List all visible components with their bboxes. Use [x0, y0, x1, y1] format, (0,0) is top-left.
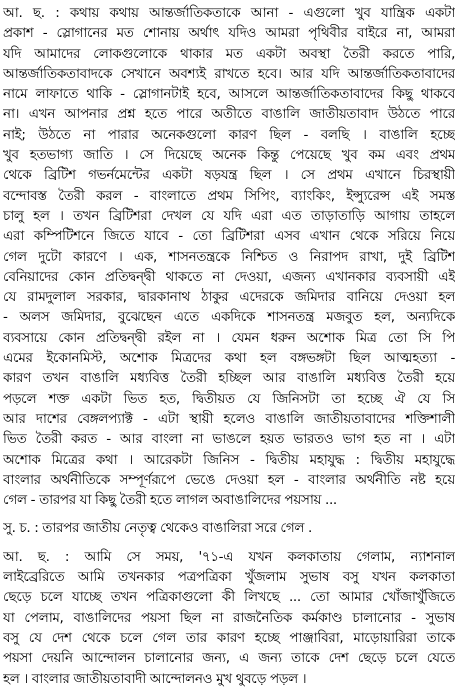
text-line: পড়লে শক্ত একটা ভিত হত, দ্বিতীয়ত যে জিনিসটা তা হচ্ছে ঐ যে সি [3, 390, 455, 407]
text-line: হল । বাংলার জাতীয়তাবাদী আন্দোলনও মুখ থুবড়ে পড়ল । [3, 670, 307, 687]
text-line: বাংলার অর্থনীতিকে সম্পূর্ণরূপে ভেঙে দেওয়া হল - বাংলার অর্থনীতি নষ্ট হয়ে [3, 471, 455, 488]
text-line: নাই; উঠতে না পারার অনেকগুলো কারণ ছিল - বলছি । বাঙালি হচ্ছে [3, 126, 455, 143]
text-line: প্রকাশ - স্লোগানের মত শোনায় অর্থাৎ যদিও আমরা পৃথিবীর বাইরে না, আমরা [3, 25, 455, 42]
text-line: থেকে ব্রিটিশ গভর্নমেন্টের একটা ষড়যন্ত্র ছিল । সে প্রথম এখানে চিরস্থায়ী [3, 167, 455, 184]
text-line: চালু হল । তখন ব্রিটিশরা দেখল যে যদি এরা এত তাড়াতাড়ি আগায় তাহলে [3, 207, 455, 224]
text-line: নামে লাফাতে থাকি - স্লোগানটাই হবে, আসলে আন্তর্জাতিকতাবাদের কিছু থাকবে [3, 86, 455, 103]
text-line: এরা কম্পিটিশনে জিতে যাবে - তো ব্রিটিশরা এসব এখান থেকে সরিয়ে নিয়ে [3, 228, 455, 245]
text-line: না। এখন আপনার প্রশ্ন হতে পারে অতীতে বাঙালি জাতীয়তাবাদ উঠতে পারে [3, 106, 455, 123]
paragraph-speaker-3 [3, 547, 455, 689]
text-line: যদি আমাদের লোকগুলোকে থাকার মত একটা অবস্থা তৈরী করতে পারি, [3, 45, 455, 62]
text-line: - অলস জমিদার, বুঝেছেন এতে একদিকে শাসনতন্ত্র মজবুত হল, অন্যদিকে [3, 309, 455, 326]
text-line: আ. ছ. : আমি সে সময়, '৭১-এ যখন কলকাতায় গেলাম, ন্যাশনাল [3, 548, 455, 565]
text-line: অশোক মিত্রের কথা । আরেকটা জিনিস - দ্বিতীয় মহাযুদ্ধ : দ্বিতীয় মহাযুদ্ধে [3, 451, 455, 468]
text-line: খুব হতভাগ্য জাতি । সে দিয়েছে অনেক কিন্তু পেয়েছে খুব কম এবং প্রথম [3, 147, 455, 164]
text-line: আর দাশের বেঙ্গলপ্যাক্ট - এটা স্থায়ী হলেও বাঙালি জাতীয়তাবাদের শক্তিশালী [3, 410, 455, 427]
paragraph-gap [3, 510, 455, 518]
text-line: আন্তর্জাতিকতাবাদকে সেখানে অবশ্যই রাখতে হবে। আর যদি আন্তর্জাতিকতাবাদের [3, 65, 455, 82]
text-line: বসু যে দেশ থেকে চলে গেল তার কারণ হচ্ছে পাঞ্জাবিরা, মাড়োয়ারিরা তাকে [3, 629, 455, 646]
text-line: ছেড়ে চলে যাচ্ছে তখন পত্রিকাগুলো কী লিখছে ... তো আমার খোঁজাখুঁজিতে [3, 589, 455, 606]
document-page [3, 3, 455, 689]
text-line: ভিত তৈরী করত - আর বাংলা না ভাঙলে হয়ত ভারতও ভাগ হত না । এটা [3, 431, 455, 448]
text-line: বেনিয়াদের কোন প্রতিদ্বন্দ্বী থাকতে না দেওয়া, এজন্য এখানকার ব্যবসায়ী এই [3, 268, 455, 285]
paragraph-speaker-1 [3, 3, 455, 510]
text-line: যে রামদুলাল সরকার, দ্বারকানাথ ঠাকুর এদেরকে জমিদার বানিয়ে দেওয়া হল [3, 289, 455, 306]
paragraph-gap [3, 539, 455, 547]
text-line: লাইব্রেরিতে আমি তখনকার পত্রপত্রিকা খুঁজলাম সুভাষ বসু যখন কলকাতা [3, 569, 455, 586]
text-line: এমের ইকোনমিস্ট, অশোক মিত্রদের কথা হল বঙ্গভঙ্গটা ছিল আত্মহত্যা - [3, 350, 455, 367]
text-line: সু. চ. : তারপর জাতীয় নেতৃত্ব থেকেও বাঙালিরা সরে গেল . [3, 520, 312, 537]
text-line: যা পেলাম, বাঙালিদের পয়সা ছিল না রাজনৈতিক কর্মকাণ্ড চালানোর - সুভাষ [3, 609, 455, 626]
paragraph-speaker-2 [3, 518, 455, 538]
text-line: ব্যবসায়ে কোন প্রতিদ্বন্দ্বী রইল না । যেমন ধরুন অশোক মিত্র তো সি পি [3, 329, 455, 346]
text-line: গেল - তারপর যা কিছু তৈরী হতে লাগল অবাঙালিদের পয়সায় ... [3, 492, 337, 509]
text-line: গেল দুটো কারণে । এক, শাসনতন্ত্রকে নিশ্চিত ও নিরাপদ রাখা, দুই ব্রিটিশ [3, 248, 455, 265]
text-line: কারণ তখন বাঙালি মধ্যবিত্ত তৈরী হচ্ছিল আর বাঙালি মধ্যবিত্ত তৈরী হয়ে [3, 370, 455, 387]
text-line: বন্দোবস্ত তৈরী করল - বাংলাতে প্রথম সিপিং, ব্যাংকিং, ইন্স্যুরেন্স এই সমস্ত [3, 187, 455, 204]
text-line: পয়সা দেয়নি আন্দোলন চালানোর জন্য, এ জন্য তাকে দেশ ছেড়ে চলে যেতে [3, 650, 455, 667]
text-line: আ. ছ. : কথায় কথায় আন্তর্জাতিকতাকে আনা - এগুলো খুব যান্ত্রিক একটা [3, 5, 455, 21]
